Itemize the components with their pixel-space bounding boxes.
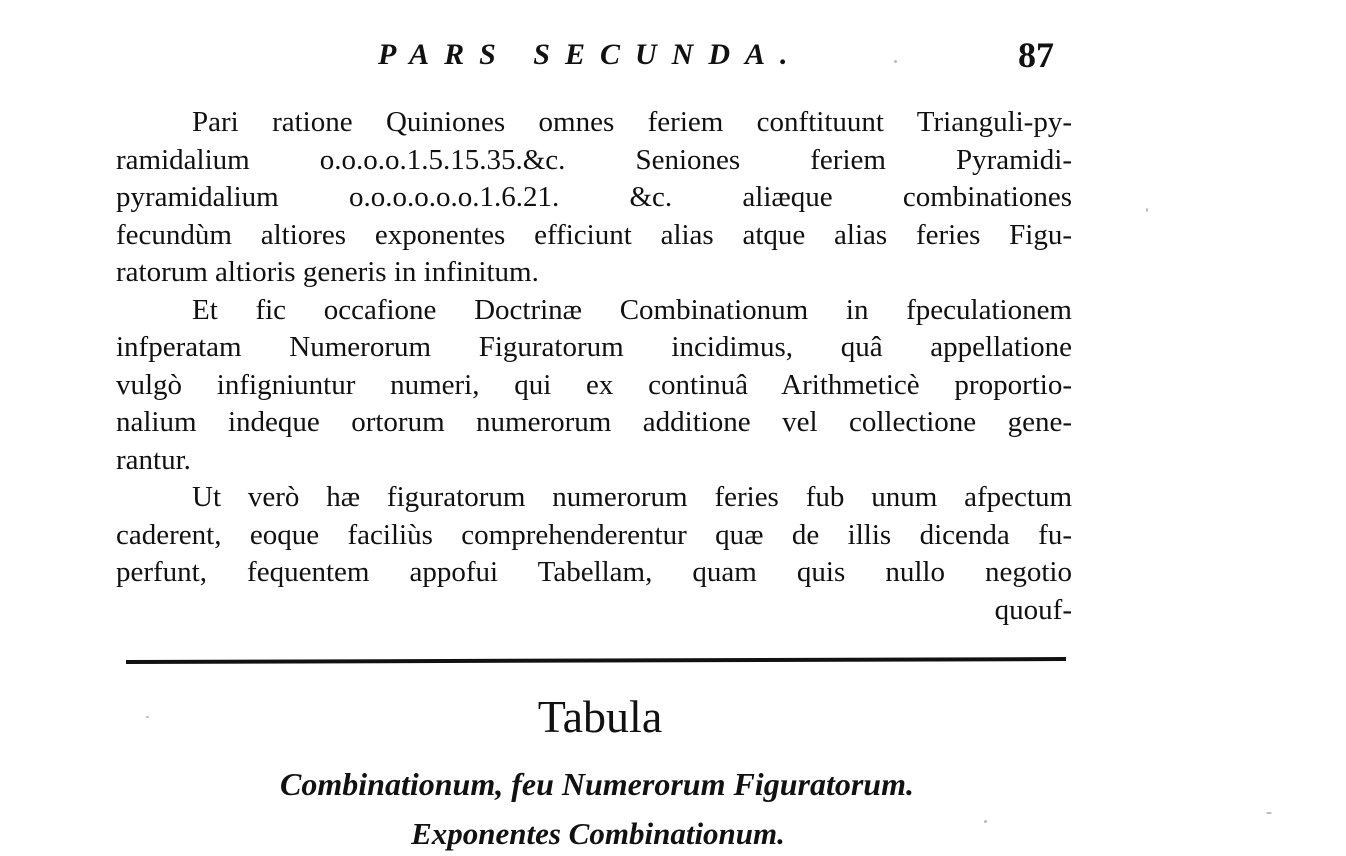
- text-line: pyramidalium o.o.o.o.o.o.1.6.21. &c. aliæque combinationes: [116, 181, 1072, 213]
- text-line: fecundùm altiores exponentes efficiunt alias atque alias feries Figu-: [116, 218, 1072, 251]
- paper-speck: [984, 820, 987, 823]
- paper-speck: [894, 60, 897, 63]
- text-line: nalium indeque ortorum numerorum additione vel collectione gene-: [116, 406, 1072, 438]
- text-line: Ut verò hæ figuratorum numerorum feries fub unum afpectum: [192, 481, 1072, 513]
- text-line: Pari ratione Quiniones omnes feriem conftituunt Trianguli-py-: [192, 106, 1072, 138]
- text-line: infperatam Numerorum Figuratorum incidimus, quâ appellatione: [116, 331, 1072, 363]
- text-line: caderent, eoque faciliùs comprehenderentur quæ de illis dicenda fu-: [116, 518, 1072, 551]
- body-text: [116, 104, 1072, 629]
- page-number: 87: [1018, 35, 1054, 75]
- paper-speck: [1266, 812, 1272, 814]
- text-line: ramidalium o.o.o.o.1.5.15.35.&c. Seniones feriem Pyramidi-: [116, 143, 1072, 176]
- text-line: Et fic occafione Doctrinæ Combinationum in fpeculationem: [192, 293, 1072, 326]
- text-line: ratorum altioris generis in infinitum.: [116, 256, 539, 288]
- horizontal-rule: [126, 657, 1066, 664]
- table-subtitle: Combinationum, feu Numerorum Figuratorum.: [280, 766, 914, 802]
- table-column-heading: Exponentes Combinationum.: [411, 816, 785, 851]
- text-line: rantur.: [116, 443, 191, 476]
- catchword: quouf-: [994, 593, 1072, 626]
- paper-speck: [1146, 208, 1148, 212]
- text-line: perfunt, fequentem appofui Tabellam, quam quis nullo negotio: [116, 556, 1072, 588]
- running-head: PARS SECUNDA.: [378, 38, 803, 71]
- paper-speck: [146, 716, 149, 718]
- table-title: Tabula: [537, 691, 663, 742]
- text-line: vulgò infigniuntur numeri, qui ex continuâ Arithmeticè proportio-: [116, 368, 1072, 401]
